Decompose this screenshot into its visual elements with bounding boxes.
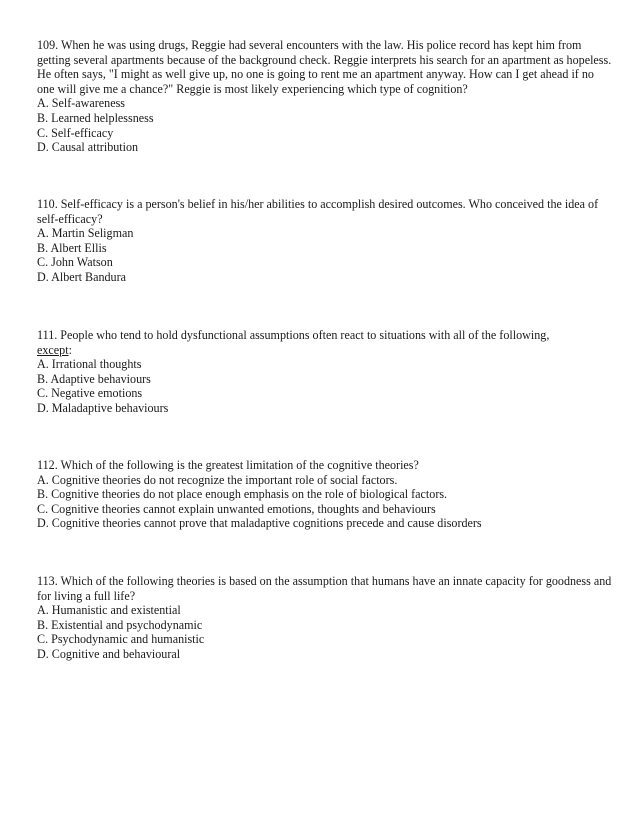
option-c: C. Negative emotions [37, 386, 143, 401]
option-c: C. John Watson [37, 255, 113, 270]
answer-options [37, 603, 612, 661]
answer-options [37, 357, 612, 415]
question-113 [37, 574, 612, 662]
option-d: D. Maladaptive behaviours [37, 400, 169, 415]
question-112 [37, 458, 612, 531]
option-b: B. Adaptive behaviours [37, 371, 151, 386]
answer-options [37, 96, 612, 154]
option-b: B. Cognitive theories do not place enough emphasis on the role of biological factors. [37, 487, 448, 502]
option-d: D. Cognitive theories cannot prove that maladaptive cognitions precede and cause disorders [37, 516, 482, 531]
option-a: A. Self-awareness [37, 96, 125, 111]
underlined-except: except [37, 342, 69, 357]
question-stem-text: 111. People who tend to hold dysfunctional assumptions often react to situations with all of the following, [37, 328, 550, 342]
option-a: A. Irrational thoughts [37, 357, 142, 372]
question-111 [37, 328, 612, 416]
question-110 [37, 197, 612, 285]
option-b: B. Existential and psychodynamic [37, 617, 203, 632]
option-a: A. Cognitive theories do not recognize the important role of social factors. [37, 472, 398, 487]
question-stem: 110. Self-efficacy is a person's belief in his/her abilities to accomplish desired outcomes. Who conceived the idea of self-efficacy? [37, 197, 599, 226]
option-c: C. Self-efficacy [37, 125, 114, 140]
option-b: B. Albert Ellis [37, 240, 107, 255]
option-d: D. Cognitive and behavioural [37, 646, 181, 661]
question-stem: 112. Which of the following is the greatest limitation of the cognitive theories? [37, 458, 419, 472]
question-stem: 113. Which of the following theories is based on the assumption that humans have an innate capacity for goodness and for living a full life? [37, 574, 612, 603]
question-109 [37, 38, 612, 155]
option-b: B. Learned helplessness [37, 110, 154, 125]
option-a: A. Humanistic and existential [37, 603, 181, 618]
question-stem [37, 328, 612, 357]
option-c: C. Cognitive theories cannot explain unwanted emotions, thoughts and behaviours [37, 501, 436, 516]
option-d: D. Causal attribution [37, 140, 139, 155]
answer-options [37, 226, 612, 284]
stem-colon: : [68, 342, 72, 357]
option-d: D. Albert Bandura [37, 269, 127, 284]
option-c: C. Psychodynamic and humanistic [37, 632, 205, 647]
question-stem: 109. When he was using drugs, Reggie had several encounters with the law. His police record has kept him from getting several apartments because of the background check. Reggie interprets his search for an apartment as hopeless. He often says, "I might as well give up, no one is going to rent me an apartment anyway. How can I get ahead if no one will give me a chance?" Reggie is most likely experiencing which type of cognition? [37, 38, 612, 96]
answer-options [37, 473, 612, 531]
option-a: A. Martin Seligman [37, 226, 134, 241]
